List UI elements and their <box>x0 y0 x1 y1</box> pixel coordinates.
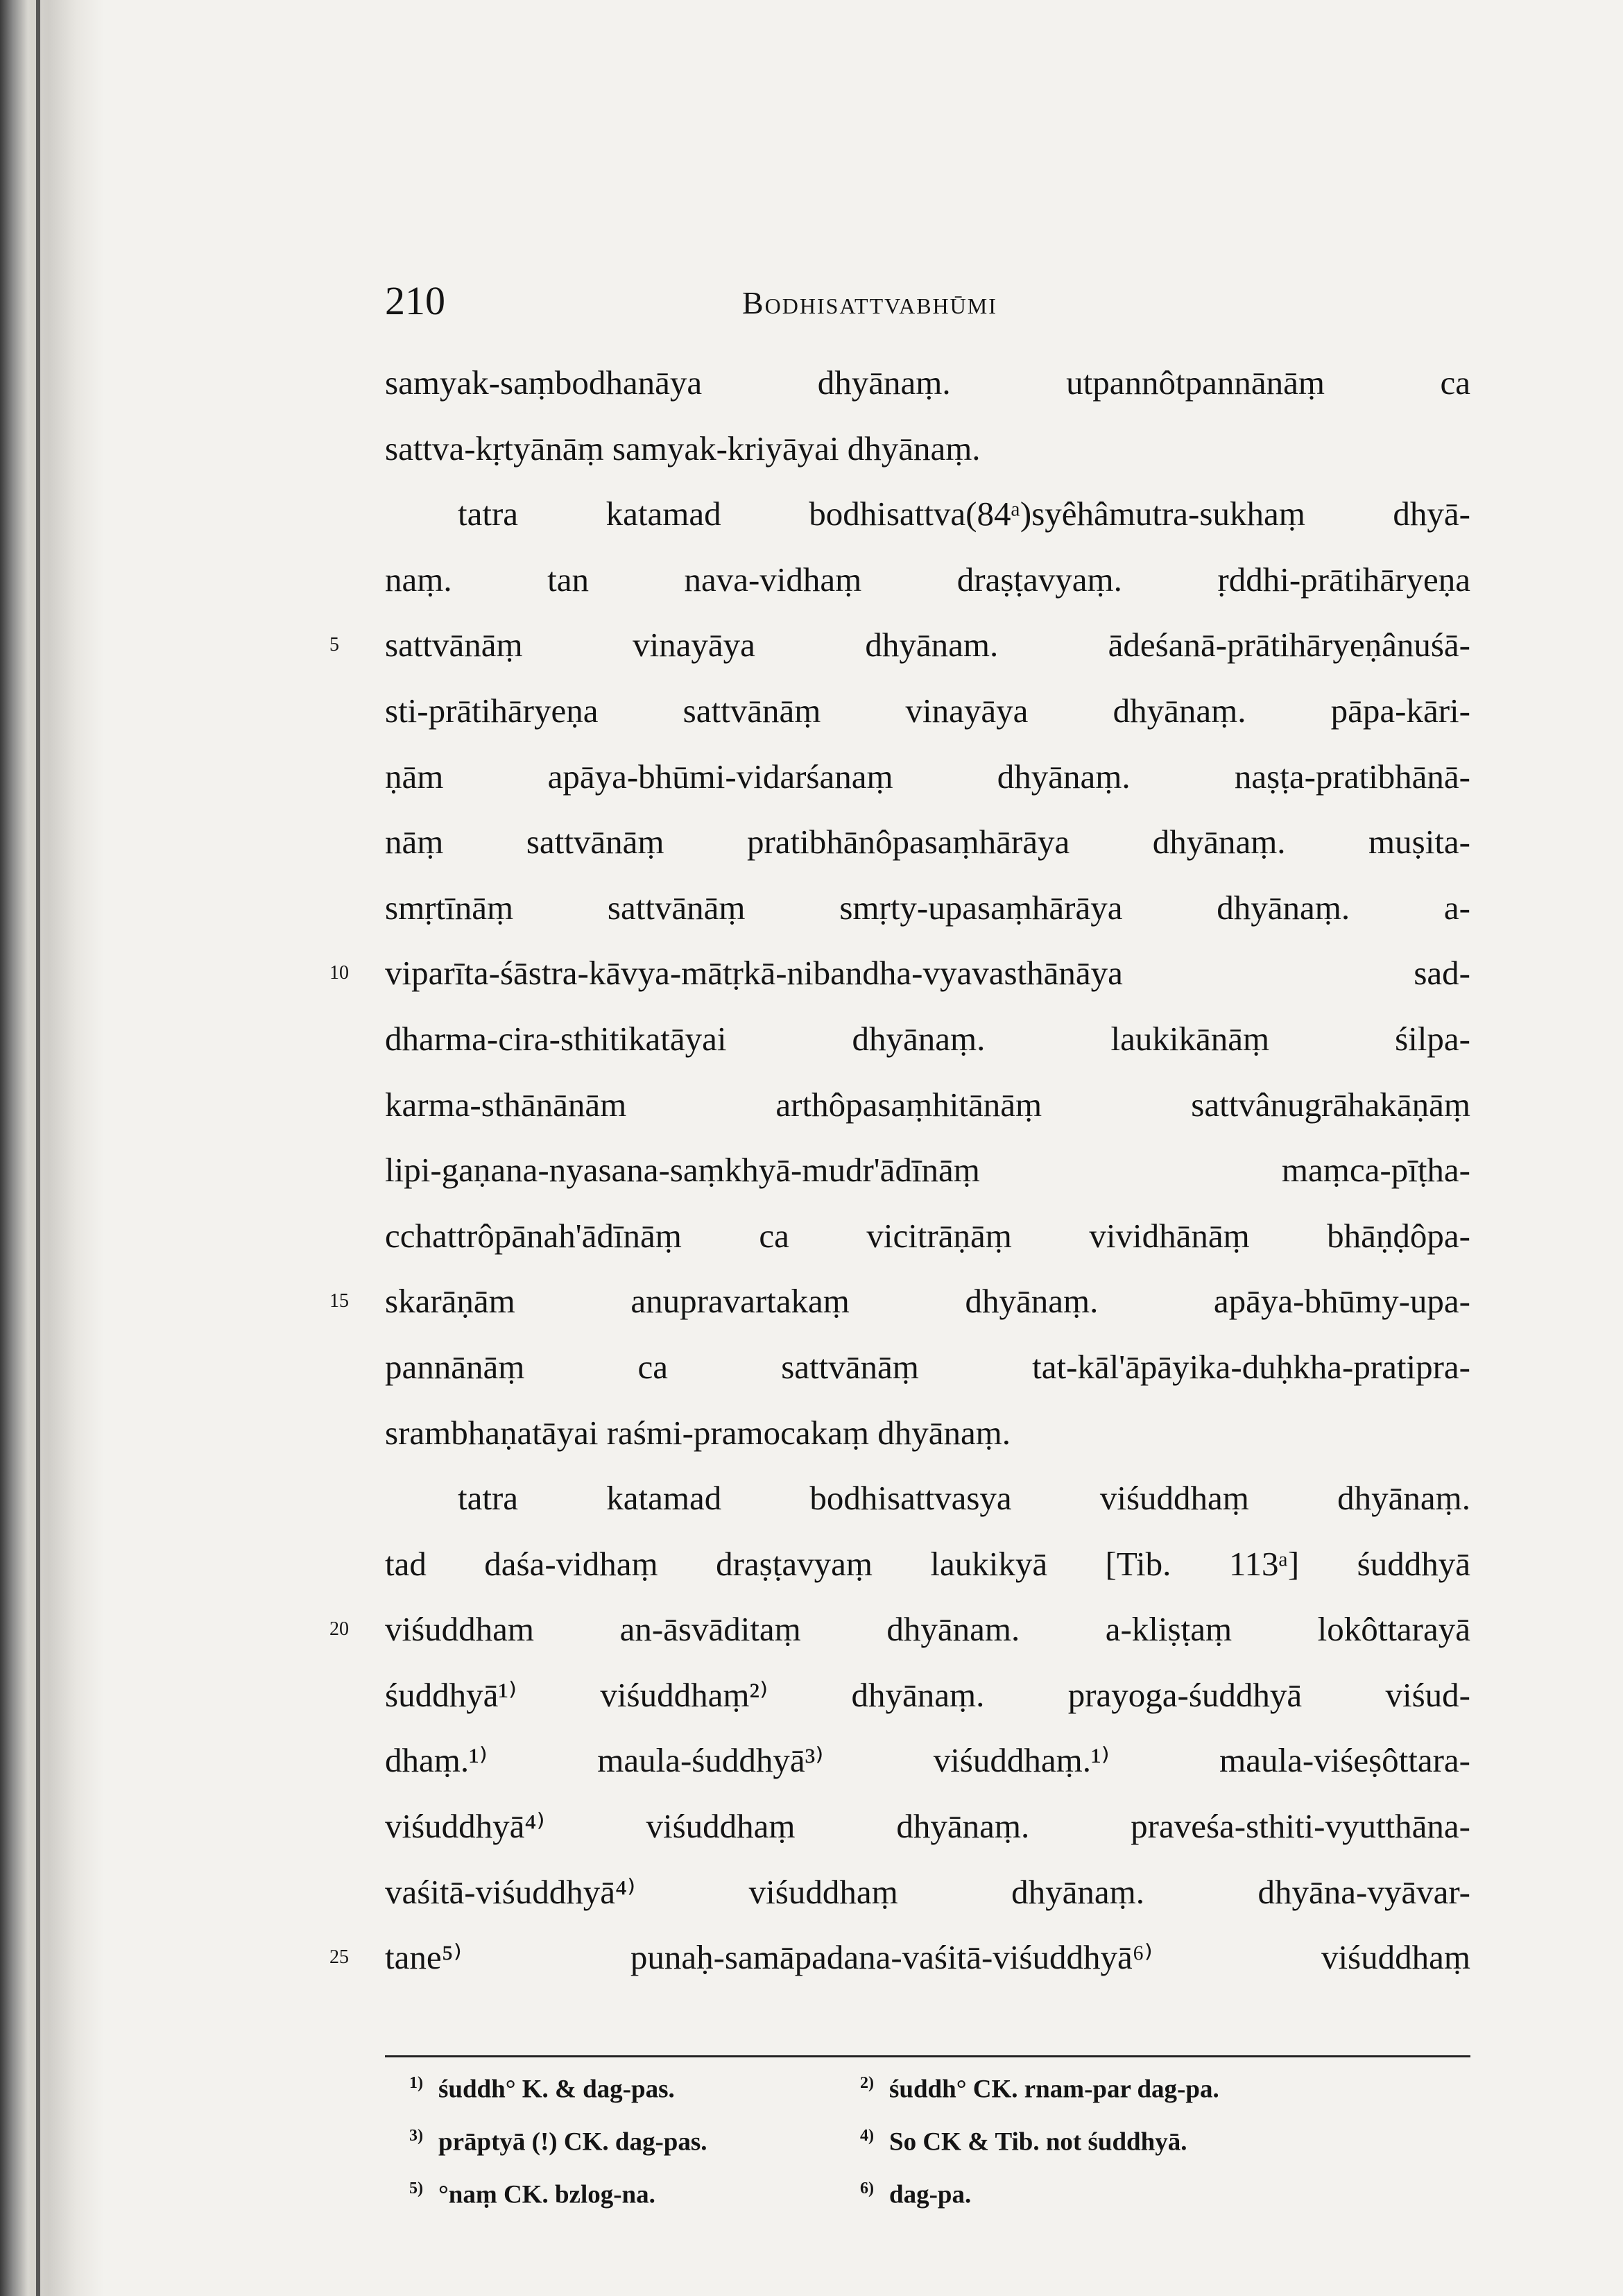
text-line <box>385 547 1470 613</box>
line-text: śuddhyā¹⁾ viśuddhaṃ²⁾ dhyānaṃ. prayoga-śuddhyā viśud- <box>385 1675 1470 1714</box>
line-text: samyak-saṃbodhanāya dhyānaṃ. utpannôtpannānāṃ ca <box>385 363 1470 402</box>
text-line <box>385 1728 1470 1794</box>
text-line <box>385 1532 1470 1597</box>
footnote-text: prāptyā (!) CK. dag-pas. <box>438 2127 707 2157</box>
footnote-text: dag-pa. <box>889 2180 972 2209</box>
footnote-text: °naṃ CK. bzlog-na. <box>438 2180 655 2209</box>
line-text: skarāṇām anupravartakaṃ dhyānaṃ. apāya-bhūmy-upa- <box>385 1282 1470 1321</box>
line-text: sattvānāṃ vinayāya dhyānam. ādeśanā-prātihāryeṇânuśā- <box>385 626 1470 665</box>
footnote-mark: 1) <box>409 2074 423 2092</box>
footnote-text: śuddh° CK. rnam-par dag-pa. <box>889 2075 1219 2104</box>
text-line <box>385 1860 1470 1926</box>
footnote-text: So CK & Tib. not śuddhyā. <box>889 2127 1187 2157</box>
text-line <box>385 350 1470 416</box>
footnote-divider <box>385 2055 1470 2057</box>
text-line <box>329 1925 1470 1991</box>
line-text: lipi-gaṇana-nyasana-saṃkhyā-mudr'ādīnāṃ maṃca-pīṭha- <box>385 1151 1470 1190</box>
footnote-mark: 3) <box>409 2127 423 2145</box>
line-text: tad daśa-vidhaṃ draṣṭavyaṃ laukikyā [Tib. 113ᵃ] śuddhyā <box>385 1544 1470 1583</box>
footnote <box>860 2127 1187 2157</box>
line-text: viparīta-śāstra-kāvya-mātṛkā-nibandha-vyavasthānāya sad- <box>385 954 1470 993</box>
footnote-text: śuddh° K. & dag-pas. <box>438 2075 675 2104</box>
footnote-row <box>409 2074 1450 2127</box>
text-line <box>385 744 1470 810</box>
line-text: dhaṃ.¹⁾ maula-śuddhyā³⁾ viśuddhaṃ.¹⁾ maula-viśeṣôttara- <box>385 1741 1470 1780</box>
text-line <box>385 1072 1470 1138</box>
binding-shadow-line <box>36 0 40 2296</box>
text-line <box>329 1269 1470 1335</box>
text-line <box>385 481 1470 547</box>
text-line <box>385 1794 1470 1860</box>
line-text: cchattrôpānah'ādīnāṃ ca vicitrāṇāṃ vividhānāṃ bhāṇḍôpa- <box>385 1216 1470 1255</box>
text-line <box>385 809 1470 875</box>
line-number: 20 <box>329 1618 349 1640</box>
running-title: Bodhisattvabhūmi <box>742 285 997 320</box>
line-text: sti-prātihāryeṇa sattvānāṃ vinayāya dhyānaṃ. pāpa-kāri- <box>385 691 1470 730</box>
book-binding-edge <box>0 0 104 2296</box>
line-number: 5 <box>329 634 339 656</box>
footnote-mark: 2) <box>860 2074 874 2092</box>
line-text: smṛtīnāṃ sattvānāṃ smṛty-upasaṃhārāya dhyānaṃ. a- <box>385 888 1470 927</box>
line-number: 10 <box>329 962 349 984</box>
page-number: 210 <box>385 278 445 323</box>
line-text: vaśitā-viśuddhyā⁴⁾ viśuddhaṃ dhyānaṃ. dhyāna-vyāvar- <box>385 1872 1470 1911</box>
line-text: dharma-cira-sthitikatāyai dhyānaṃ. laukikānāṃ śilpa- <box>385 1019 1470 1058</box>
footnote-mark: 5) <box>409 2179 423 2198</box>
text-line <box>385 416 1470 482</box>
footnote <box>409 2074 675 2104</box>
text-line <box>385 678 1470 744</box>
text-line <box>329 612 1470 678</box>
line-text: tane⁵⁾ punaḥ-samāpadana-vaśitā-viśuddhyā⁶⁾ viśuddhaṃ <box>385 1938 1470 1977</box>
line-text: viśuddhyā⁴⁾ viśuddhaṃ dhyānaṃ. praveśa-sthiti-vyutthāna- <box>385 1807 1470 1846</box>
line-text: srambhaṇatāyai raśmi-pramocakaṃ dhyānaṃ. <box>385 1413 1011 1452</box>
line-text: tatra katamad bodhisattva(84ᵃ)syêhâmutra-sukhaṃ dhyā- <box>458 495 1470 533</box>
text-line <box>385 1006 1470 1072</box>
footnote-row <box>409 2179 1450 2232</box>
line-text: ṇām apāya-bhūmi-vidarśanaṃ dhyānaṃ. naṣṭa-pratibhānā- <box>385 757 1470 796</box>
line-number: 15 <box>329 1290 349 1312</box>
text-line <box>385 1663 1470 1729</box>
line-text: sattva-kṛtyānāṃ samyak-kriyāyai dhyānaṃ. <box>385 429 981 468</box>
footnotes <box>409 2074 1450 2232</box>
line-text: pannānāṃ ca sattvānāṃ tat-kāl'āpāyika-duḥkha-pratipra- <box>385 1347 1470 1386</box>
text-line <box>385 1138 1470 1203</box>
line-text: tatra katamad bodhisattvasya viśuddhaṃ dhyānaṃ. <box>458 1479 1470 1518</box>
line-text: nāṃ sattvānāṃ pratibhānôpasaṃhārāya dhyānaṃ. muṣita- <box>385 823 1470 862</box>
text-line <box>385 1466 1470 1532</box>
footnote <box>409 2179 655 2209</box>
text-line <box>385 1203 1470 1269</box>
line-text: karma-sthānānām arthôpasaṃhitānāṃ sattvânugrāhakāṇāṃ <box>385 1085 1470 1124</box>
line-text: viśuddham an-āsvāditaṃ dhyānam. a-kliṣṭaṃ lokôttarayā <box>385 1610 1470 1649</box>
line-text: naṃ. tan nava-vidhaṃ draṣṭavyaṃ. ṛddhi-prātihāryeṇa <box>385 560 1470 599</box>
page-header <box>385 277 1470 326</box>
footnote-row <box>409 2127 1450 2179</box>
footnote <box>860 2074 1219 2104</box>
text-line <box>385 1335 1470 1400</box>
text-line <box>385 1400 1470 1466</box>
footnote <box>409 2127 707 2157</box>
footnote <box>860 2179 971 2209</box>
line-number: 25 <box>329 1946 349 1969</box>
text-line <box>329 1597 1470 1663</box>
main-text <box>329 350 1470 1991</box>
footnote-mark: 6) <box>860 2179 874 2198</box>
text-line <box>329 941 1470 1006</box>
footnote-mark: 4) <box>860 2127 874 2145</box>
text-line <box>385 875 1470 941</box>
